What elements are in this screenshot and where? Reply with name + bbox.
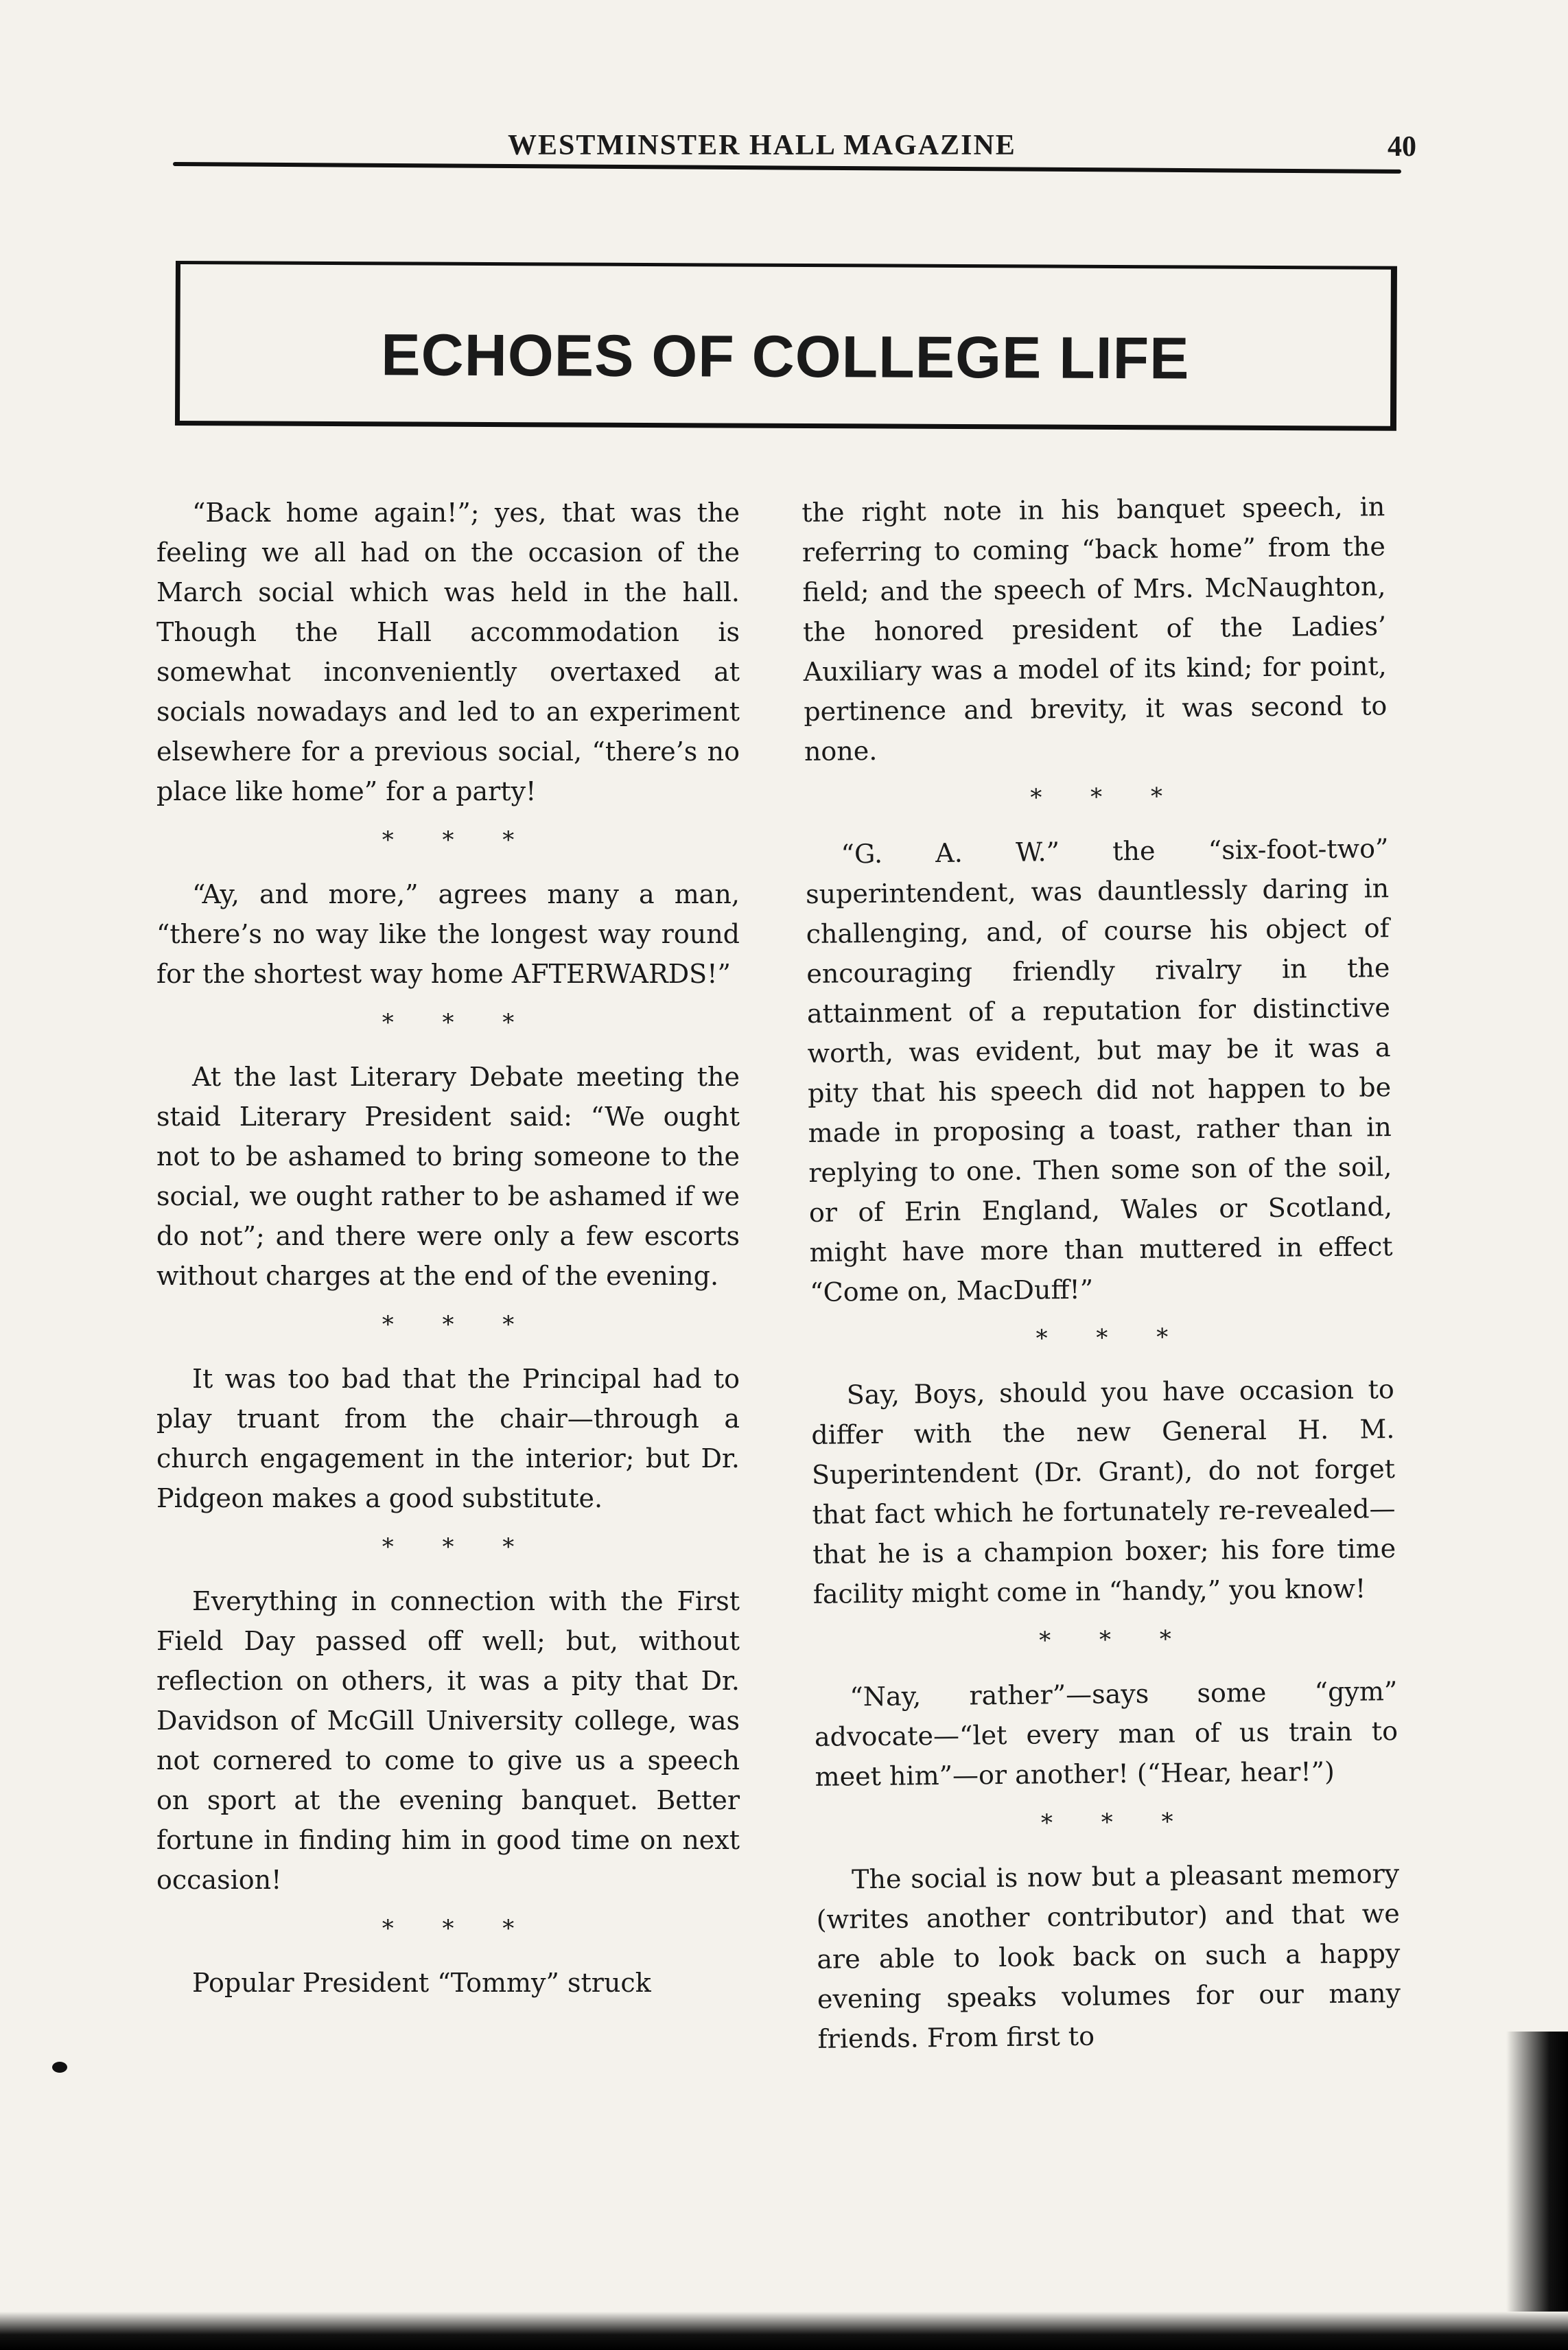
separator: * * * [382,1915,535,1942]
page-number: 40 [1388,131,1416,163]
separator: * * * [382,1009,535,1036]
separator: * * * [382,1311,535,1338]
paragraph: “Ay, and more,” agrees many a man, “there’s no way like the longest way round for the shortest way home AFTERWARDS!” [156,879,740,989]
separator: * * * [1039,1625,1193,1655]
paragraph: At the last Literary Debate meeting the staid Literary President said: “We ought not to be ashamed to bring someone to the social, we ought rather to be ashamed if we do not”; and there were only a few escorts without charges at the end of the evening. [156,1062,740,1291]
paragraph: Popular President “Tommy” struck [192,1968,651,1998]
paragraph: the right note in his banquet speech, in referring to coming “back home” from the field; and the speech of Mrs. McNaughton, the honored president of the Ladies’ Auxiliary was a model of its kind; for point, pertinence and brevity, it was second to none. [801,491,1388,767]
scan-speck [52,2062,67,2073]
paragraph: Say, Boys, should you have occasion to differ with the new General H. M. Superintendent (Dr. Grant), do not forget that fact which he fortunately re-revealed—that he is a champion boxer; his fore time facility might come in “handy,” you know! [811,1374,1396,1609]
paragraph: The social is now but a pleasant memory (writes another contributor) and that we are able to look back on such a happy evening speaks volumes for our many friends. From first to [816,1858,1401,2054]
separator: * * * [382,1533,535,1561]
paragraph: “G. A. W.” the “six-foot-two” superintendent, was dauntlessly daring in challenging, and, of course his object of encouraging friendly rivalry in the attainment of a reputation for distinctive worth, was evident, but may be it was a pity that his speech did not happen to be made in proposing a toast, rather than in replying to one. Then some son of the soil, or of Erin England, Wales or Scotland, might have more than muttered in effect “Come on, MacDuff!” [805,833,1393,1307]
header-rule [173,162,1401,174]
page-edge-shadow [1506,2032,1568,2350]
left-column [156,493,740,2007]
paragraph: “Nay, rather”—says some “gym” advocate—“let every man of us train to meet him”—or another! (“Hear, hear!”) [814,1676,1399,1792]
separator: * * * [1030,782,1184,812]
separator: * * * [1040,1808,1194,1837]
page-bottom-shadow [0,2312,1568,2350]
separator: * * * [1035,1323,1189,1353]
paragraph: Everything in connection with the First Field Day passed off well; but, without reflection on others, it was a pity that Dr. Davidson of McGill University college, was not cornered to come to give us a speech on sport at the evening banquet. Better fortune in finding him in good time on next occasion! [156,1586,740,1895]
section-title: ECHOES OF COLLEGE LIFE [381,322,1190,392]
paragraph: “Back home again!”; yes, that was the feeling we all had on the occasion of the March social which was held in the hall. Though the Hall accommodation is somewhat inconveniently overtaxed at socials nowadays and led to an experiment elsewhere for a previous social, “there’s no place like home” for a party! [156,498,740,806]
separator: * * * [382,826,535,854]
magazine-title: WESTMINSTER HALL MAGAZINE [508,130,1016,161]
section-title-box [175,261,1397,431]
paragraph: It was too bad that the Principal had to play truant from the chair—through a church engagement in the interior; but Dr. Pidgeon makes a good substitute. [156,1364,740,1513]
right-column [801,487,1401,2063]
